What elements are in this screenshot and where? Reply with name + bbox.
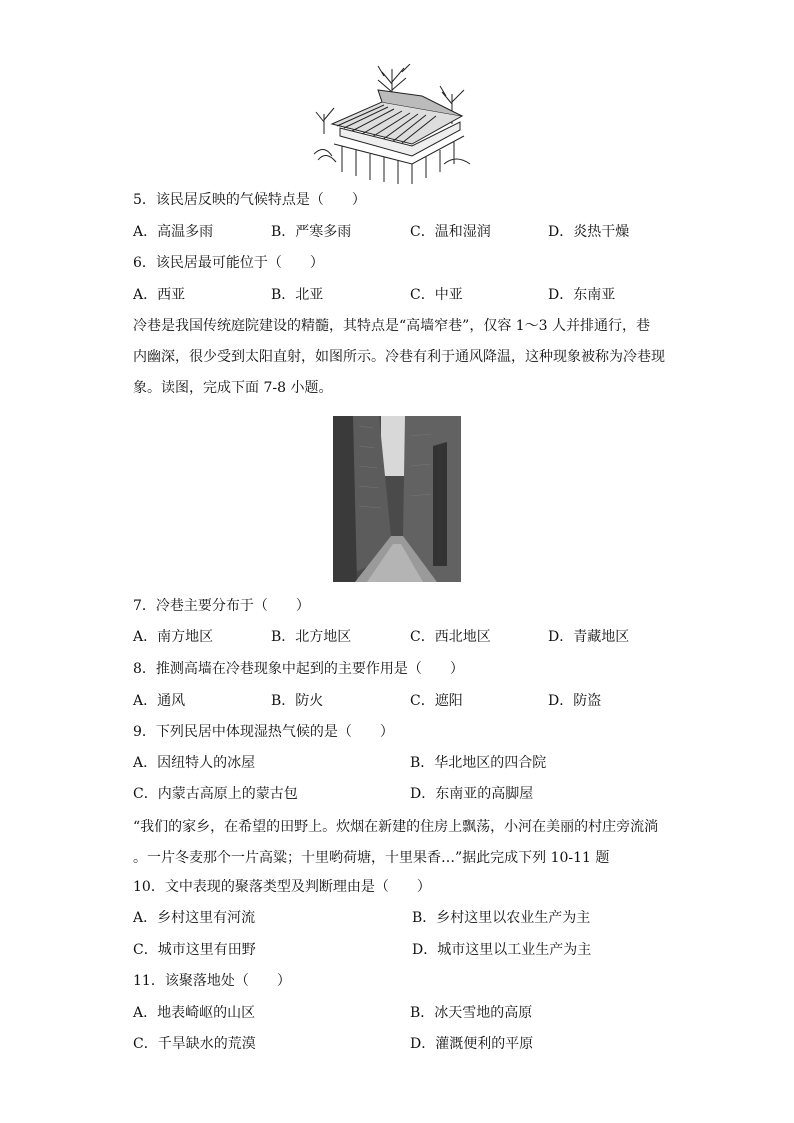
passage1-line-1: 冷巷是我国传统庭院建设的精髓，其特点是“高墙窄巷”，仅容 1～3 人并排通行，巷 (133, 318, 651, 334)
q11-option-a[interactable]: A．地表崎岖的山区 (133, 1005, 256, 1021)
stilt-house-illustration (312, 64, 472, 186)
q8-option-c[interactable]: C．遮阳 (410, 693, 463, 709)
q9-option-b[interactable]: B．华北地区的四合院 (410, 755, 547, 771)
q10-option-c[interactable]: C．城市这里有田野 (133, 942, 256, 958)
q5-stem: 5．该民居反映的气候特点是（ ） (133, 192, 366, 208)
q8-option-a[interactable]: A．通风 (133, 693, 186, 709)
q8-stem: 8．推测高墙在冷巷现象中起到的主要作用是（ ） (133, 661, 464, 677)
q7-option-a[interactable]: A．南方地区 (133, 629, 214, 645)
q6-option-d[interactable]: D．东南亚 (548, 287, 616, 303)
passage2-line-2: 。一片冬麦那个一片高粱；十里哟荷塘，十里果香…”据此完成下列 10-11 题 (133, 850, 610, 866)
q11-stem: 11．该聚落地处（ ） (133, 973, 291, 989)
cold-alley-photo (333, 416, 461, 582)
q6-option-c[interactable]: C．中亚 (410, 287, 463, 303)
q10-option-b[interactable]: B．乡村这里以农业生产为主 (412, 910, 591, 926)
q10-option-a[interactable]: A．乡村这里有河流 (133, 910, 256, 926)
passage1-line-3: 象。读图，完成下面 7-8 小题。 (133, 380, 333, 396)
q5-option-b[interactable]: B．严寒多雨 (271, 224, 352, 240)
q9-option-c[interactable]: C．内蒙古高原上的蒙古包 (133, 786, 298, 802)
q5-option-a[interactable]: A．高温多雨 (133, 224, 214, 240)
q8-option-d[interactable]: D．防盗 (548, 693, 602, 709)
q7-option-d[interactable]: D．青藏地区 (548, 629, 630, 645)
q11-option-d[interactable]: D．灌溉便利的平原 (410, 1036, 534, 1052)
passage1-line-2: 内幽深，很少受到太阳直射，如图所示。冷巷有利于通风降温，这种现象被称为冷巷现 (133, 349, 665, 365)
q11-option-c[interactable]: C．千旱缺水的荒漠 (133, 1036, 256, 1052)
q7-stem: 7．冷巷主要分布于（ ） (133, 598, 310, 614)
q11-option-b[interactable]: B．冰天雪地的高原 (410, 1005, 533, 1021)
q6-stem: 6．该民居最可能位于（ ） (133, 255, 324, 271)
q10-option-d[interactable]: D．城市这里以工业生产为主 (412, 942, 592, 958)
q5-option-c[interactable]: C．温和湿润 (410, 224, 491, 240)
q5-option-d[interactable]: D．炎热干燥 (548, 224, 630, 240)
passage2-line-1: “我们的家乡，在希望的田野上。炊烟在新建的住房上飘荡，小河在美丽的村庄旁流淌 (133, 819, 659, 835)
q9-option-d[interactable]: D．东南亚的高脚屋 (410, 786, 534, 802)
q9-stem: 9．下列民居中体现湿热气候的是（ ） (133, 724, 394, 740)
q10-stem: 10．文中表现的聚落类型及判断理由是（ ） (133, 879, 431, 895)
q7-option-c[interactable]: C．西北地区 (410, 629, 491, 645)
q7-option-b[interactable]: B．北方地区 (271, 629, 352, 645)
q8-option-b[interactable]: B．防火 (271, 693, 324, 709)
q9-option-a[interactable]: A．因纽特人的冰屋 (133, 755, 256, 771)
q6-option-a[interactable]: A．西亚 (133, 287, 186, 303)
q6-option-b[interactable]: B．北亚 (271, 287, 324, 303)
